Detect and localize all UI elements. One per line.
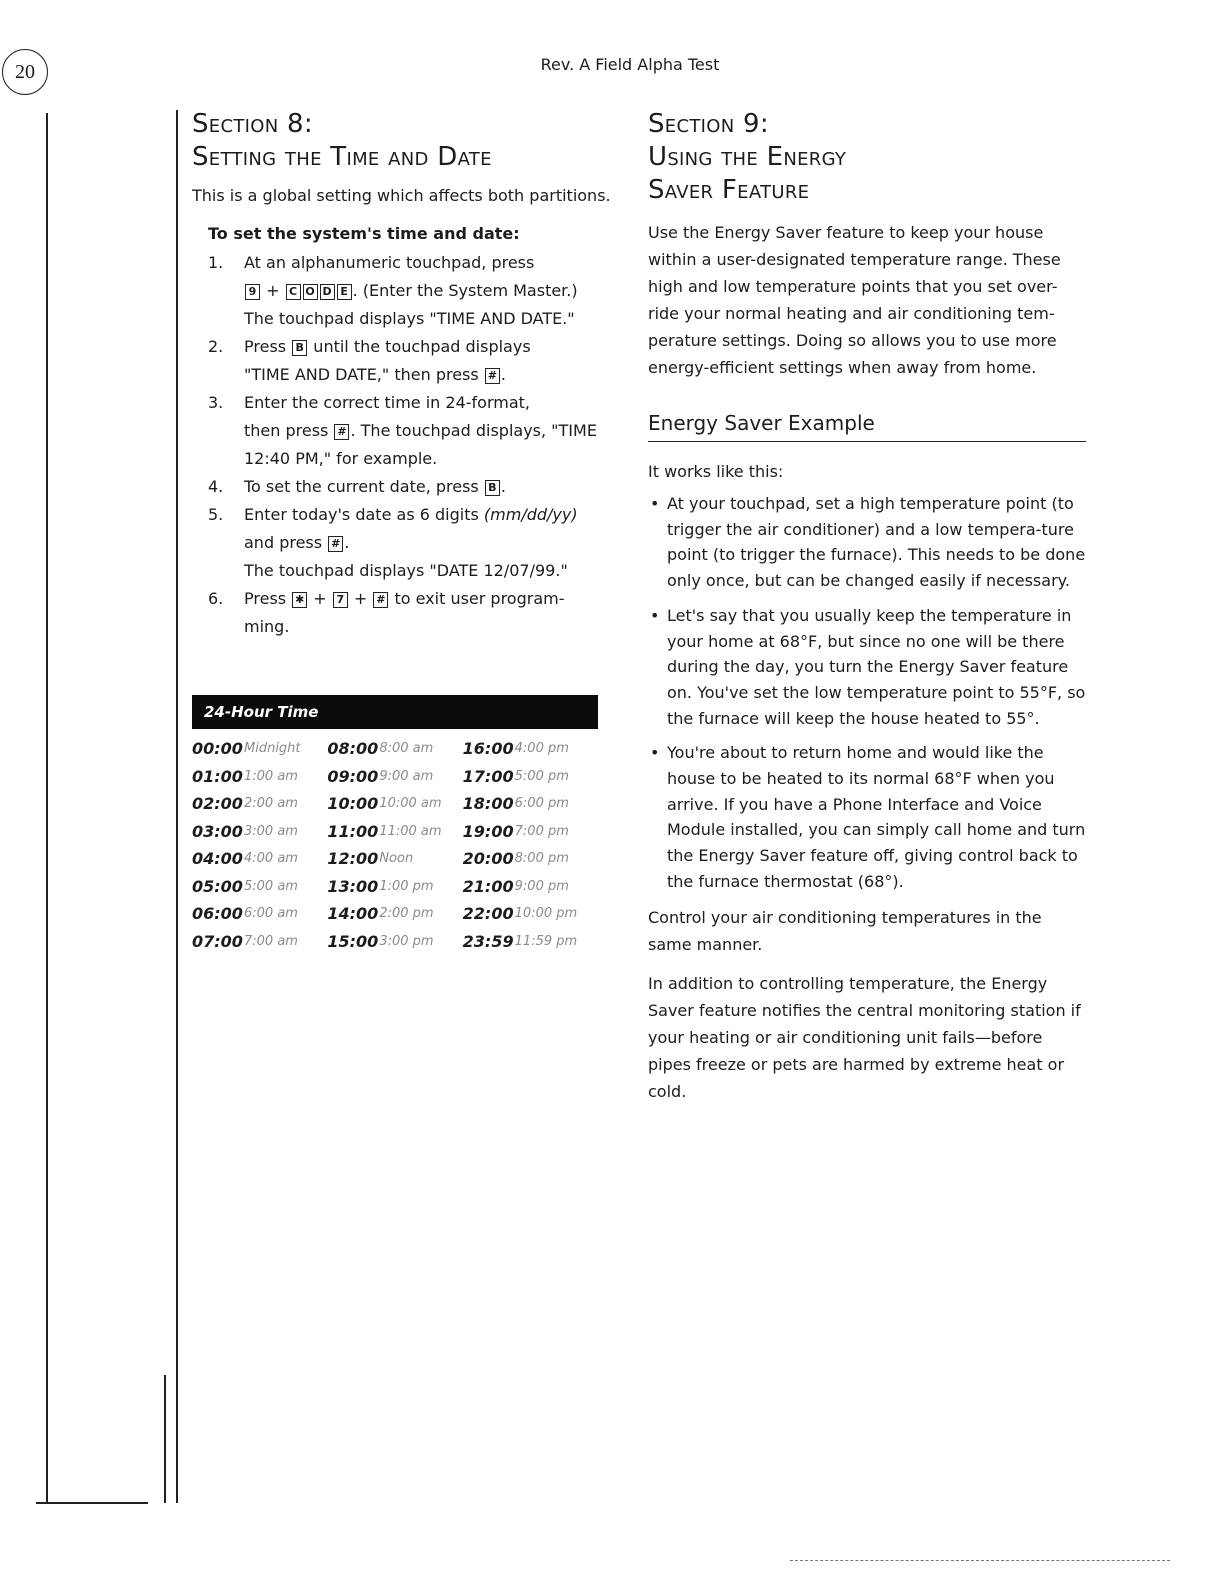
- time-24h: 04:00: [192, 849, 243, 869]
- time-12h: 11:00 am: [379, 823, 442, 839]
- time-cell: [192, 928, 327, 956]
- section8-title-line1: Section 8:: [192, 109, 313, 139]
- time-cell: [463, 763, 598, 791]
- step-text: until the touchpad displays: [313, 337, 531, 356]
- time-grid: [192, 729, 598, 955]
- time-cell: [463, 735, 598, 763]
- key-star: ✱: [292, 592, 307, 608]
- step-number: 4.: [208, 477, 224, 496]
- step-6: 6. Press ✱ + 7 + # to exit user program- ming.: [192, 585, 632, 641]
- time-cell: [463, 845, 598, 873]
- time-cell: [192, 735, 327, 763]
- section8-title-line2: Setting the Time and Date: [192, 142, 492, 172]
- time-cell: [463, 900, 598, 928]
- time-12h: 1:00 pm: [379, 878, 434, 894]
- time-12h: 8:00 pm: [514, 851, 569, 867]
- time-24h: 07:00: [192, 931, 243, 951]
- bullet-dot: •: [650, 605, 660, 625]
- step-number: 2.: [208, 337, 224, 356]
- key-b: B: [485, 480, 500, 496]
- works-like-text: It works like this:: [648, 462, 784, 481]
- time-cell: [463, 873, 598, 901]
- time-12h: 7:00 am: [244, 933, 298, 949]
- bullet-dot: •: [650, 743, 660, 763]
- step-4: 4. To set the current date, press B .: [192, 473, 632, 501]
- key-hash: #: [328, 536, 343, 552]
- time-cell: [192, 763, 327, 791]
- procedure-heading: To set the system's time and date:: [208, 224, 520, 243]
- step-2: 2. Press B until the touchpad displays "TIME AND DATE," then press # .: [192, 333, 632, 389]
- key-7: 7: [333, 592, 348, 608]
- time-12h: 5:00 pm: [514, 768, 569, 784]
- step-3: 3. Enter the correct time in 24-format, then press # . The touchpad displays, "TIME 12:40 PM," for example.: [192, 389, 632, 473]
- step-text: The touchpad displays "TIME AND DATE.": [244, 309, 575, 328]
- section8-title: [192, 108, 632, 174]
- step-text: 12:40 PM," for example.: [244, 449, 438, 468]
- column-rule: [176, 110, 178, 1503]
- section8-intro: This is a global setting which affects both partitions.: [192, 186, 611, 205]
- time-12h: 6:00 pm: [514, 796, 569, 812]
- time-24h: 09:00: [327, 766, 379, 786]
- time-12h: 7:00 pm: [514, 823, 569, 839]
- time-24h: 02:00: [192, 794, 243, 814]
- time-24h: 13:00: [327, 876, 379, 896]
- time-cell: [192, 900, 327, 928]
- section9-column: [648, 108, 1088, 1105]
- control-paragraph: Control your air conditioning temperatures in the same manner.: [648, 907, 1042, 954]
- time-24h: 00:00: [192, 739, 243, 759]
- time-12h: 8:00 am: [379, 741, 434, 757]
- key-hash: #: [334, 424, 349, 440]
- key-o: O: [303, 284, 318, 300]
- time-cell: [327, 928, 462, 956]
- time-12h: 3:00 am: [244, 823, 298, 839]
- step-text: To set the current date, press: [244, 477, 479, 496]
- time-cell: [463, 818, 598, 846]
- date-format: (mm/dd/yy): [483, 505, 578, 524]
- time-cell: [192, 818, 327, 846]
- time-cell: [463, 790, 598, 818]
- steps-list: [192, 249, 632, 641]
- scan-artifact: [790, 1560, 1170, 1562]
- margin-rule: [46, 113, 48, 1503]
- bullet-dot: •: [650, 494, 660, 513]
- time-cell: [327, 763, 462, 791]
- time-cell: [327, 873, 462, 901]
- time-12h: 2:00 pm: [379, 906, 434, 922]
- time-24h: 17:00: [462, 766, 514, 786]
- step-1: 1. At an alphanumeric touchpad, press 9 + C O D E . (Enter the System Master.) The touchpad displays "TIME AND DATE.": [192, 249, 632, 333]
- step-text: ming.: [244, 617, 290, 636]
- time-12h: 2:00 am: [244, 796, 298, 812]
- step-text: then press: [244, 421, 329, 440]
- step-number: 6.: [208, 589, 224, 608]
- time-24h: 20:00: [462, 849, 514, 869]
- key-hash: #: [485, 368, 500, 384]
- bullet-text: You're about to return home and would like the house to be heated to its normal 68°F when you arrive. If you have a Phone Interface and Voice Module installed, you can simply call home and turn the Energy Saver feature off, giving control back to the furnace thermostat (68°).: [667, 743, 1086, 891]
- addition-paragraph: In addition to controlling temperature, the Energy Saver feature notifies the central monitoring station if your heating or air conditioning unit fails—before pipes freeze or pets are harmed by extreme heat or cold.: [648, 973, 1081, 1101]
- section9-title-line2: Using the Energy: [648, 142, 847, 172]
- time-24h: 11:00: [327, 821, 379, 841]
- bullet-text: At your touchpad, set a high temperature point (to trigger the air conditioner) and a low tempera-ture point (to trigger the furnace). This needs to be done only once, but can be changed easily if necessary.: [667, 494, 1086, 591]
- example-heading: Energy Saver Example: [648, 411, 1086, 442]
- time-24h: 08:00: [327, 739, 379, 759]
- time-24h: 22:00: [462, 904, 514, 924]
- time-24h: 03:00: [192, 821, 243, 841]
- page-number: 20: [15, 60, 35, 83]
- key-hash: #: [373, 592, 388, 608]
- key-d: D: [320, 284, 335, 300]
- step-text: At an alphanumeric touchpad, press: [244, 253, 535, 272]
- key-9: 9: [245, 284, 260, 300]
- time-cell: [192, 873, 327, 901]
- step-text: Press: [244, 589, 287, 608]
- step-text: and press: [244, 533, 323, 552]
- footer-rule: [36, 1502, 148, 1504]
- step-text: to exit user program-: [394, 589, 565, 608]
- time-12h: 5:00 am: [244, 878, 298, 894]
- step-text: Press: [244, 337, 287, 356]
- key-c: C: [286, 284, 301, 300]
- time-24h: 01:00: [192, 766, 243, 786]
- time-12h: 9:00 am: [379, 768, 434, 784]
- section9-title-line3: Saver Feature: [648, 175, 810, 205]
- bullet-item: [648, 491, 1088, 594]
- margin-rule-lower: [164, 1375, 166, 1503]
- time-24h: 14:00: [327, 904, 379, 924]
- time-12h: 10:00 am: [379, 796, 442, 812]
- time-24h: 23:59: [462, 931, 514, 951]
- running-header: Rev. A Field Alpha Test: [540, 55, 720, 74]
- table-title: 24-Hour Time: [192, 695, 598, 729]
- time-12h: 10:00 pm: [514, 906, 578, 922]
- section8-column: [192, 108, 632, 955]
- step-text: Enter the correct time in 24-format,: [244, 393, 530, 412]
- time-24h: 06:00: [192, 904, 243, 924]
- step-number: 3.: [208, 393, 224, 412]
- time-cell: [327, 790, 462, 818]
- time-24h: 05:00: [192, 876, 243, 896]
- time-12h: 4:00 pm: [514, 741, 569, 757]
- key-e: E: [337, 284, 352, 300]
- time-12h: 3:00 pm: [379, 933, 434, 949]
- key-b: B: [292, 340, 307, 356]
- bullet-item: [648, 740, 1088, 894]
- time-cell: [327, 735, 462, 763]
- time-12h: 6:00 am: [244, 906, 298, 922]
- step-number: 1.: [208, 253, 224, 272]
- time-cell: [327, 845, 462, 873]
- time-cell: [192, 790, 327, 818]
- bullet-text: Let's say that you usually keep the temperature in your home at 68°F, but since no one will be there during the day, you turn the Energy Saver feature on. You've set the low temperature point to 55°F, so the furnace will keep the house heated to 55°.: [667, 605, 1086, 728]
- time-cell: [463, 928, 598, 956]
- time-12h: 4:00 am: [244, 851, 298, 867]
- time-cell: [327, 818, 462, 846]
- time-12h: 11:59 pm: [514, 933, 578, 949]
- step-number: 5.: [208, 505, 224, 524]
- time-12h: 1:00 am: [244, 768, 298, 784]
- section9-intro: Use the Energy Saver feature to keep your house within a user-designated temperature range. These high and low temperature points that you set over-ride your normal heating and air conditioning tem-perature settings. Doing so allows you to use more energy-efficient settings when away from home.: [648, 223, 1061, 377]
- step-text: Enter today's date as 6 digits: [244, 505, 479, 524]
- time-24h: 18:00: [462, 794, 514, 814]
- time-24h: 15:00: [327, 931, 379, 951]
- time-conversion-table: [192, 695, 598, 955]
- time-24h: 10:00: [327, 794, 379, 814]
- time-12h: 9:00 pm: [514, 878, 569, 894]
- step-text: (Enter the System Master.): [362, 281, 578, 300]
- time-cell: [327, 900, 462, 928]
- time-cell: [192, 845, 327, 873]
- section9-title-line1: Section 9:: [648, 109, 769, 139]
- time-24h: 12:00: [327, 849, 379, 869]
- time-12h: Noon: [379, 851, 414, 867]
- time-24h: 19:00: [462, 821, 514, 841]
- step-text: The touchpad displays, "TIME: [360, 421, 597, 440]
- section9-title: [648, 108, 1088, 207]
- time-24h: 21:00: [462, 876, 514, 896]
- bullet-item: [648, 603, 1088, 732]
- time-12h: Midnight: [244, 741, 301, 757]
- step-text: "TIME AND DATE," then press: [244, 365, 479, 384]
- time-24h: 16:00: [462, 739, 514, 759]
- example-bullets: [648, 491, 1088, 895]
- step-text: The touchpad displays "DATE 12/07/99.": [244, 561, 568, 580]
- step-5: 5. Enter today's date as 6 digits (mm/dd/yy) and press # . The touchpad displays "DATE 12/07/99.": [192, 501, 632, 585]
